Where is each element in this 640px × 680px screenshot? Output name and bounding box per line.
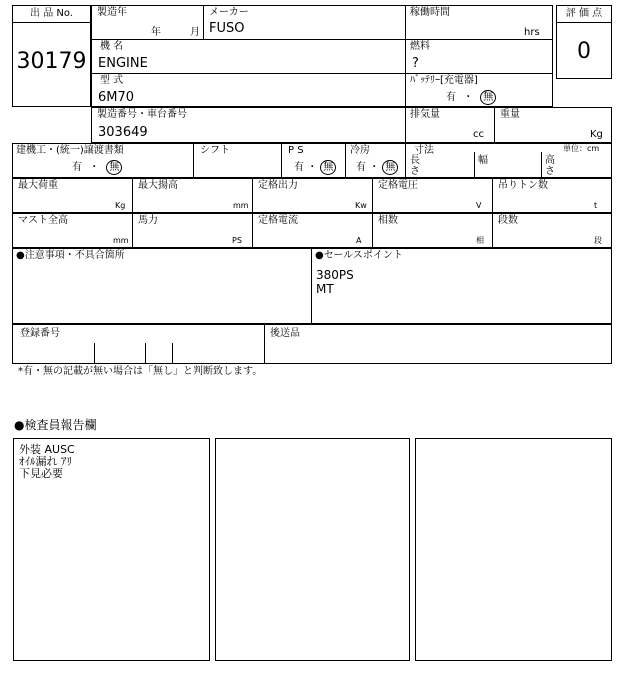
displacement-label: 排気量 [410,109,440,120]
rated-output-label: 定格出力 [258,180,298,191]
fuel-value: ? [412,56,419,71]
weight-unit: Kg [590,129,603,140]
no-option-circled: 無 [320,160,336,175]
battery-yes-no [446,90,496,105]
shift-label: シフト [200,145,230,156]
transfer-doc-label: 建機工・(統一)譲渡書類 [16,145,124,156]
ac-yes-no [356,160,398,175]
separator: ・ [463,92,474,103]
inspector-box-3 [415,438,612,661]
row-a-col-3 [345,143,346,178]
rating-value: 0 [577,39,591,64]
fuel-label: 燃料 [410,41,430,52]
model-name-label: 機 名 [100,41,124,52]
max-load-unit: Kg [115,201,126,210]
post-items-label: 後送品 [270,328,300,339]
max-lift-unit: mm [233,201,249,210]
model-type-label: 型 式 [100,75,124,86]
battery-label: ﾊﾞｯﾃﾘｰ[充電器] [410,75,478,86]
header-col-line-2 [405,5,406,107]
rated-output-unit: Kw [355,201,367,210]
height-label: 高さ [545,155,555,177]
dims-unit: 単位：cm [563,144,600,153]
mast-height-unit: mm [113,236,129,245]
separator: ・ [307,162,318,173]
horsepower-label: 馬力 [138,215,158,226]
serial-col-line-2 [494,107,495,143]
inspector-title: ●検査員報告欄 [14,418,97,432]
max-lift-label: 最大揚高 [138,180,178,191]
lift-ton-label: 吊りトン数 [498,180,548,191]
maker-value: FUSO [209,21,245,36]
no-option-circled: 無 [480,90,496,105]
defects-label: ●注意事項・不具合箇所 [16,250,125,261]
row-a-col-1 [193,143,194,178]
row-c [12,213,612,248]
month-unit: 月 [190,27,200,38]
item-no-value: 30179 [16,49,87,74]
row-c-col-1 [132,213,133,248]
rating-divider [556,22,612,23]
separator: ・ [369,162,380,173]
row-b-col-1 [132,178,133,213]
lift-ton-unit: t [594,201,598,210]
row-a-col-2 [281,143,282,178]
row-b-col-3 [372,178,373,213]
hours-label: 稼働時間 [410,7,450,18]
mast-height-label: マスト全高 [18,215,68,226]
header-row-line-1 [91,39,553,40]
reg-cell-line-3 [172,343,173,364]
year-unit: 年 [151,27,161,38]
mfg-year-label: 製造年 [97,7,127,18]
model-name-value: ENGINE [98,56,148,71]
registration-row [12,324,612,364]
row-b-col-2 [252,178,253,213]
no-option-circled: 無 [106,160,122,175]
transfer-doc-yes-no [72,160,122,175]
phase-label: 相数 [378,215,398,226]
serial-label: 製造番号・車台番号 [97,109,187,120]
length-label: 長さ [410,155,420,177]
weight-label: 重量 [500,109,520,120]
registration-divider [264,324,265,364]
reg-cell-line-1 [94,343,95,364]
width-label: 幅 [478,155,488,166]
footnote: *有・無の記載が無い場合は「無し」と判断致します。 [18,366,263,377]
sales-points-text: 380PS MT [316,268,354,296]
ac-label: 冷房 [350,145,370,156]
rated-current-unit: A [356,236,362,245]
no-option-circled: 無 [382,160,398,175]
inspector-box-2 [215,438,410,661]
rated-current-label: 定格電流 [258,215,298,226]
item-no-divider [12,22,91,23]
stages-unit: 段 [594,236,602,245]
yes-option: 有 [72,162,82,173]
displacement-unit: cc [473,129,484,140]
remarks-divider [311,248,312,324]
horsepower-unit: PS [232,236,242,245]
row-a-col-6 [541,152,542,178]
maker-label: メーカー [209,7,249,18]
stages-label: 段数 [498,215,518,226]
sales-points-label: ●セールスポイント [315,250,403,261]
header-col-line-1 [203,5,204,39]
yes-option: 有 [356,162,366,173]
row-b-col-4 [492,178,493,213]
row-c-col-3 [372,213,373,248]
row-a-col-5 [474,152,475,178]
hours-unit: hrs [524,27,540,38]
row-c-col-4 [492,213,493,248]
yes-option: 有 [446,92,456,103]
rated-voltage-label: 定格電圧 [378,180,418,191]
separator: ・ [89,162,100,173]
dims-label: 寸法 [414,145,434,156]
ps-yes-no [294,160,336,175]
rated-voltage-unit: V [476,201,482,210]
header-row-line-2 [91,73,553,74]
item-no-label: 出 品 No. [30,8,73,19]
max-load-label: 最大荷重 [18,180,58,191]
inspector-report-text: 外装 AUSC ｵｲﾙ漏れ ｱﾘ 下見必要 [19,443,75,480]
yes-option: 有 [294,162,304,173]
reg-cell-line-2 [145,343,146,364]
serial-col-line-1 [405,107,406,143]
row-a-col-4 [405,143,406,178]
phase-unit: 相 [476,236,484,245]
rating-label: 評 価 点 [565,8,603,19]
serial-value: 303649 [98,125,148,140]
ps-label: P S [288,145,304,156]
row-c-col-2 [252,213,253,248]
model-type-value: 6M70 [98,90,135,105]
reg-no-label: 登録番号 [20,328,60,339]
